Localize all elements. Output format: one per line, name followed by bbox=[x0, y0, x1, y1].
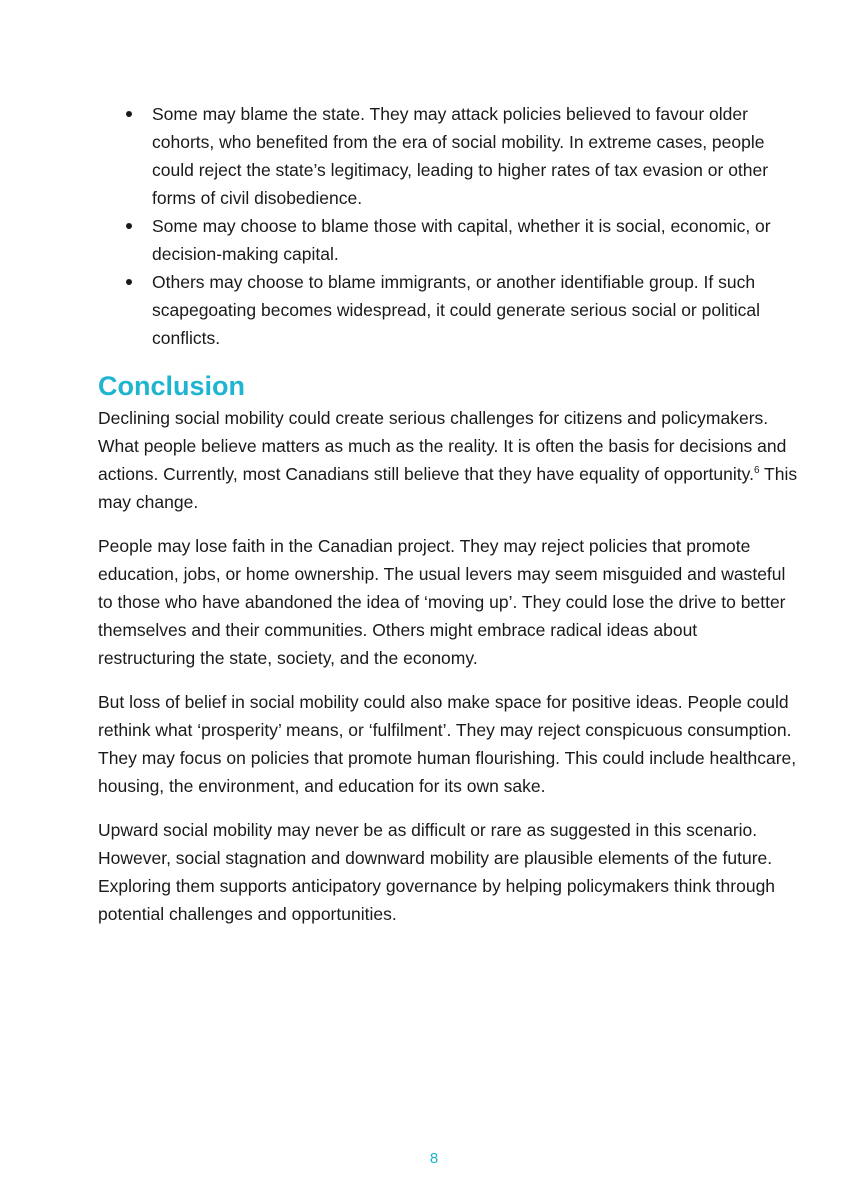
footnote-ref[interactable]: 6 bbox=[753, 465, 760, 477]
list-item bbox=[98, 212, 798, 268]
paragraph: People may lose faith in the Canadian project. They may reject policies that promote education, jobs, or home ownership. The usual levers may seem misguided and wasteful to those who have abandoned the idea of ‘moving up’. They could lose the drive to better themselves and their communities. Others might embrace radical ideas about restructuring the state, society, and the economy. bbox=[98, 536, 786, 668]
list-item-text: Some may blame the state. They may attack policies believed to favour older cohorts, who benefited from the era of social mobility. In extreme cases, people could reject the state’s legitimacy, leading to higher rates of tax evasion or other forms of civil disobedience. bbox=[152, 104, 769, 208]
list-item bbox=[98, 100, 798, 212]
paragraph-text: Declining social mobility could create serious challenges for citizens and policymakers. What people believe matters as much as the reality. It is often the basis for decisions and actions. Currently, most Canadians still believe that they have equality of opportunity. bbox=[98, 408, 787, 484]
bullet-list bbox=[98, 100, 798, 352]
list-item-text: Some may choose to blame those with capital, whether it is social, economic, or decision-making capital. bbox=[152, 216, 771, 264]
page-content bbox=[98, 100, 798, 944]
paragraph bbox=[98, 404, 798, 516]
page-number: 8 bbox=[429, 1150, 439, 1167]
list-item bbox=[98, 268, 798, 352]
bullet-icon bbox=[126, 111, 132, 117]
bullet-icon bbox=[126, 279, 132, 285]
paragraph: Upward social mobility may never be as difficult or rare as suggested in this scenario. However, social stagnation and downward mobility are plausible elements of the future. Exploring them supports anticipatory governance by helping policymakers think through potential challenges and opportunities. bbox=[98, 820, 776, 924]
bullet-icon bbox=[126, 223, 132, 229]
section-heading-conclusion: Conclusion bbox=[98, 371, 245, 401]
list-item-text: Others may choose to blame immigrants, or another identifiable group. If such scapegoating becomes widespread, it could generate serious social or political conflicts. bbox=[152, 272, 760, 348]
paragraph-text-tail: This may change. bbox=[98, 464, 798, 512]
paragraph: But loss of belief in social mobility could also make space for positive ideas. People could rethink what ‘prosperity’ means, or ‘fulfilment’. They may reject conspicuous consumption. They may focus on policies that promote human flourishing. This could include healthcare, housing, the environment, and education for its own sake. bbox=[98, 692, 797, 796]
